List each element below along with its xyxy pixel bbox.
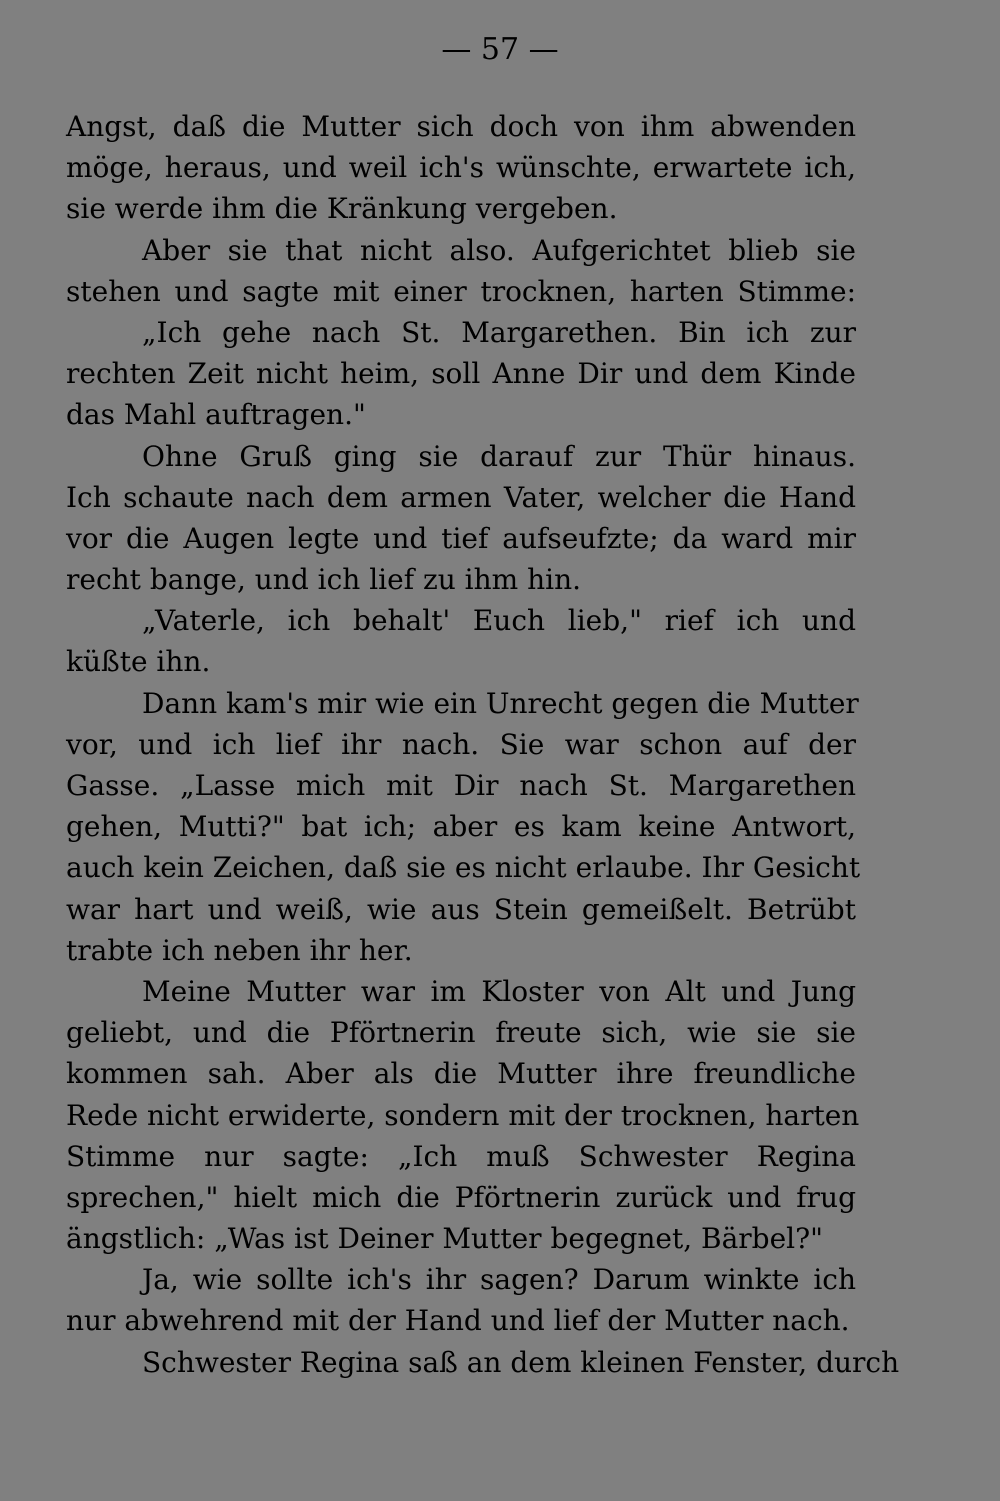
text-line: „Vaterle, ich behalt' Euch lieb," rief ich und <box>142 604 856 638</box>
text-line: Schwester Regina saß an dem kleinen Fenster, durch <box>142 1345 900 1379</box>
text-line: Dann kam's mir wie ein Unrecht gegen die Mutter <box>142 686 859 720</box>
text-line: nur abwehrend mit der Hand und lief der Mutter nach. <box>66 1304 850 1338</box>
text-line: „Ich gehe nach St. Margarethen. Bin ich zur <box>142 315 856 349</box>
text-line: Ohne Gruß ging sie darauf zur Thür hinaus. <box>142 439 856 473</box>
text-line: vor, und ich lief ihr nach. Sie war schon auf der <box>66 727 856 761</box>
text-line: Gasse. „Lasse mich mit Dir nach St. Margarethen <box>66 769 856 802</box>
text-line: auch kein Zeichen, daß sie es nicht erlaube. Ihr Gesicht <box>66 851 861 885</box>
text-line: sprechen," hielt mich die Pförtnerin zurück und frug <box>66 1180 856 1214</box>
text-line: ängstlich: „Was ist Deiner Mutter begegnet, Bärbel?" <box>66 1222 824 1256</box>
text-line: Ja, wie sollte ich's ihr sagen? Darum winkte ich <box>142 1263 856 1297</box>
text-line: gehen, Mutti?" bat ich; aber es kam keine Antwort, <box>66 810 856 844</box>
text-line: sie werde ihm die Kränkung vergeben. <box>66 192 618 226</box>
text-line: kommen sah. Aber als die Mutter ihre freundliche <box>66 1057 856 1091</box>
body-text <box>66 106 900 1383</box>
text-line: stehen und sagte mit einer trocknen, harten Stimme: <box>66 274 856 308</box>
text-line: Rede nicht erwiderte, sondern mit der trocknen, harten <box>66 1098 860 1132</box>
text-line: vor die Augen legte und tief aufseufzte; da ward mir <box>66 521 856 555</box>
text-line: Meine Mutter war im Kloster von Alt und Jung <box>142 974 856 1008</box>
text-line: recht bange, und ich lief zu ihm hin. <box>66 563 582 597</box>
text-line: Angst, daß die Mutter sich doch von ihm abwenden <box>66 110 856 143</box>
text-line: Stimme nur sagte: „Ich muß Schwester Regina <box>66 1139 856 1173</box>
text-line: rechten Zeit nicht heim, soll Anne Dir und dem Kinde <box>66 357 856 391</box>
page-number: — 57 — <box>441 32 559 67</box>
text-line: war hart und weiß, wie aus Stein gemeißelt. Betrübt <box>66 892 856 926</box>
text-line: trabte ich neben ihr her. <box>66 933 413 967</box>
text-line: Ich schaute nach dem armen Vater, welcher die Hand <box>66 480 856 514</box>
text-line: Aber sie that nicht also. Aufgerichtet blieb sie <box>142 233 856 267</box>
text-line: geliebt, und die Pförtnerin freute sich, wie sie sie <box>66 1016 856 1050</box>
text-line: möge, heraus, und weil ich's wünschte, erwartete ich, <box>66 151 856 185</box>
text-line: das Mahl auftragen." <box>66 398 366 432</box>
text-line: küßte ihn. <box>66 645 211 679</box>
